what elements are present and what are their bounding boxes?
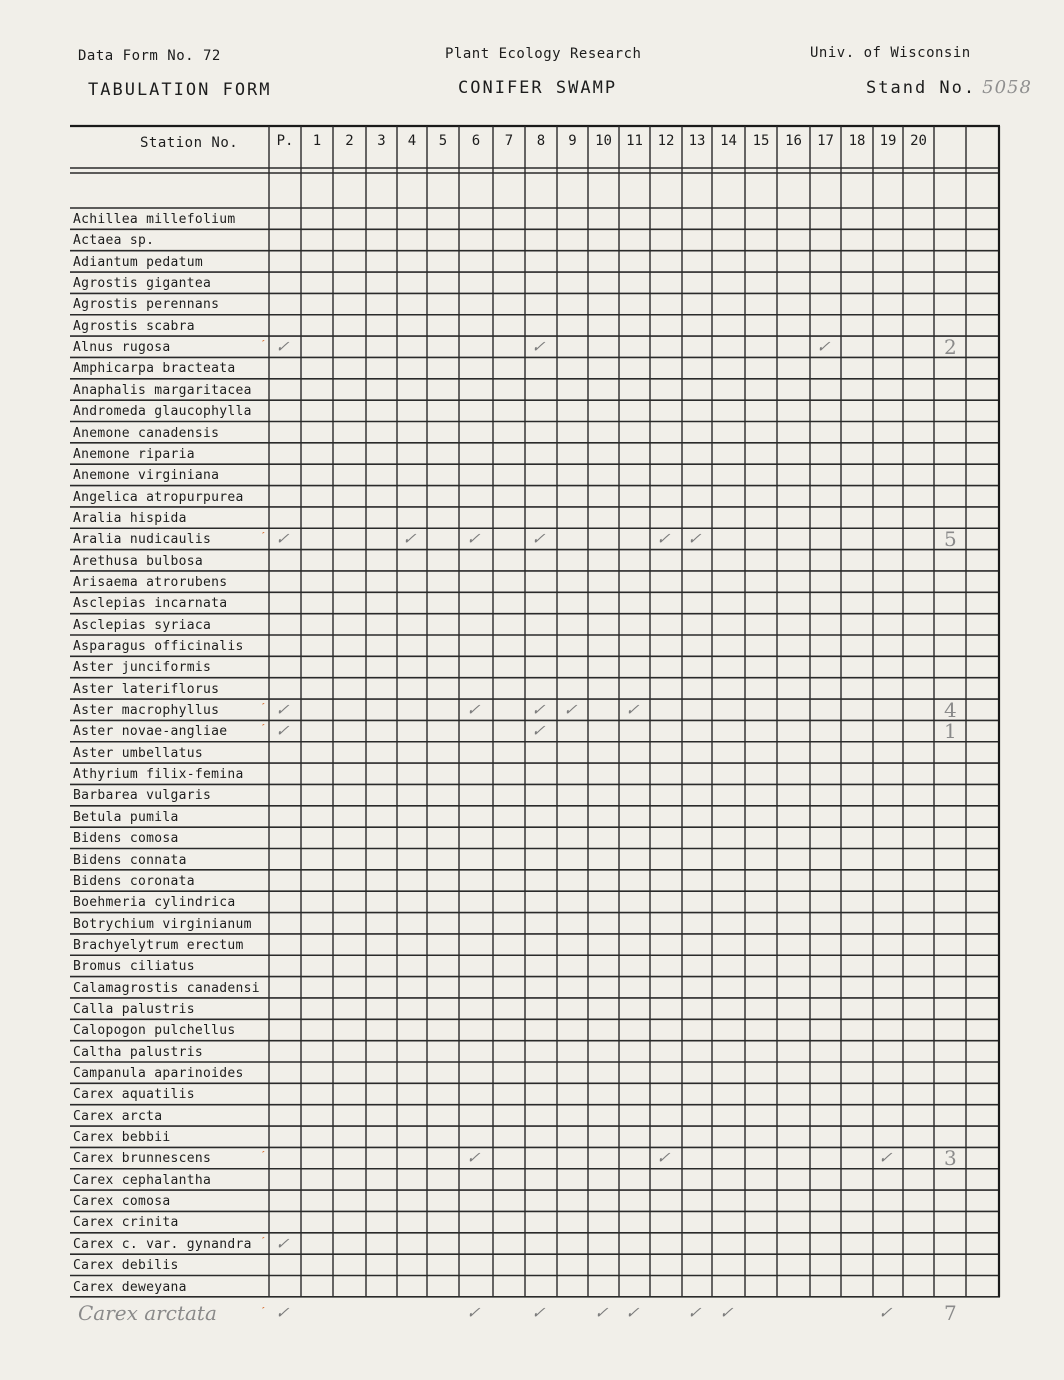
species-label: Barbarea vulgaris <box>73 788 212 804</box>
column-header: 17 <box>817 133 834 149</box>
species-label: Agrostis perennans <box>73 297 220 313</box>
orange-tick-mark: ˊ <box>260 722 267 736</box>
column-header: 5 <box>438 133 448 149</box>
check-mark: ✓ <box>273 1302 294 1322</box>
column-header: 19 <box>879 133 897 149</box>
column-header: 9 <box>568 133 577 149</box>
check-mark: ✓ <box>273 1233 294 1253</box>
station-no-label: Station No. <box>140 135 239 151</box>
column-header: 14 <box>720 133 737 149</box>
handwritten-species: Carex arctata <box>78 1300 217 1325</box>
species-label: Carex arcta <box>73 1108 163 1124</box>
row-total: 2 <box>944 335 957 360</box>
column-header: 6 <box>471 133 481 149</box>
row-total: 1 <box>944 719 957 744</box>
column-header: 3 <box>377 133 386 149</box>
row-total: 7 <box>944 1300 957 1325</box>
species-label: Brachyelytrum erectum <box>73 937 244 953</box>
species-label: Andromeda glaucophylla <box>73 404 252 420</box>
column-header: 12 <box>657 133 675 149</box>
species-label: Achillea millefolium <box>73 212 236 227</box>
species-label: Asclepias incarnata <box>73 596 228 612</box>
species-label: Botrychium virginianum <box>73 916 252 932</box>
check-mark: ✓ <box>561 700 582 720</box>
species-label: Betula pumila <box>73 809 179 825</box>
species-label: Calamagrostis canadensi <box>73 980 260 996</box>
check-mark: ✓ <box>654 529 675 549</box>
species-label: Carex crinita <box>73 1215 179 1231</box>
species-label: Anemone riparia <box>73 446 195 462</box>
species-label: Amphicarpa bracteata <box>73 361 236 377</box>
check-mark: ✓ <box>654 1148 675 1168</box>
check-mark: ✓ <box>529 337 550 357</box>
orange-tick-mark: ˊ <box>260 530 267 544</box>
column-header: 8 <box>536 133 546 149</box>
species-label: Calla palustris <box>73 1001 195 1017</box>
column-header: 20 <box>910 133 927 149</box>
check-mark: ✓ <box>464 700 485 720</box>
check-mark: ✓ <box>876 1302 897 1322</box>
species-label: Arethusa bulbosa <box>73 553 204 569</box>
column-header: 7 <box>504 133 514 149</box>
species-label: Aster umbellatus <box>73 745 204 761</box>
species-label: Asclepias syriaca <box>73 617 212 633</box>
check-mark: ✓ <box>623 1302 644 1322</box>
check-mark: ✓ <box>592 1302 613 1322</box>
species-label: Carex deweyana <box>73 1279 187 1295</box>
check-mark: ✓ <box>814 337 835 357</box>
species-label: Boehmeria cylindrica <box>73 895 236 911</box>
column-header: 1 <box>312 133 322 149</box>
species-label: Aralia nudicaulis <box>73 532 212 548</box>
column-header: 13 <box>688 133 706 149</box>
species-label: Athyrium filix-femina <box>73 767 244 783</box>
species-label: Carex cephalantha <box>73 1172 212 1188</box>
university: Univ. of Wisconsin <box>810 45 971 61</box>
check-mark: ✓ <box>529 529 550 549</box>
species-label: Carex debilis <box>73 1258 179 1274</box>
community-type: CONIFER SWAMP <box>458 78 618 98</box>
check-mark: ✓ <box>273 529 294 549</box>
check-mark: ✓ <box>464 1302 485 1322</box>
species-label: Anemone canadensis <box>73 425 220 441</box>
check-mark: ✓ <box>685 1302 706 1322</box>
species-label: Carex comosa <box>73 1194 171 1210</box>
column-header: 16 <box>785 133 802 149</box>
check-mark: ✓ <box>529 1302 550 1322</box>
species-label: Anemone virginiana <box>73 468 220 484</box>
species-label: Alnus rugosa <box>73 340 171 356</box>
column-header: P. <box>276 133 294 149</box>
orange-tick-mark: ˊ <box>260 1304 267 1318</box>
check-mark: ✓ <box>876 1148 897 1168</box>
orange-tick-mark: ˊ <box>260 338 267 352</box>
species-label: Aster junciformis <box>73 660 212 676</box>
species-label: Caltha palustris <box>73 1044 204 1060</box>
column-header: 2 <box>345 133 354 149</box>
species-label: Aralia hispida <box>73 510 187 526</box>
species-label: Agrostis gigantea <box>73 276 212 292</box>
column-header: 10 <box>595 133 612 149</box>
check-mark: ✓ <box>685 529 706 549</box>
check-mark: ✓ <box>464 529 485 549</box>
species-label: Aster macrophyllus <box>73 703 220 719</box>
check-mark: ✓ <box>273 337 294 357</box>
species-label: Calopogon pulchellus <box>73 1023 236 1039</box>
check-mark: ✓ <box>464 1148 485 1168</box>
species-label: Carex bebbii <box>73 1130 171 1146</box>
form-number: Data Form No. 72 <box>78 48 221 64</box>
species-label: Bidens comosa <box>73 831 179 847</box>
species-label: Aster novae-angliae <box>73 724 228 740</box>
species-label: Agrostis scabra <box>73 318 195 334</box>
check-mark: ✓ <box>623 700 644 720</box>
check-mark: ✓ <box>529 721 550 741</box>
species-label: Bidens connata <box>73 852 187 868</box>
orange-tick-mark: ˊ <box>260 1234 267 1248</box>
species-label: Angelica atropurpurea <box>73 489 244 505</box>
species-label: Asparagus officinalis <box>73 639 244 654</box>
check-mark: ✓ <box>529 700 550 720</box>
species-label: Anaphalis margaritacea <box>73 382 252 398</box>
check-mark: ✓ <box>400 529 421 549</box>
species-label: Actaea sp. <box>73 233 155 249</box>
species-label: Carex aquatilis <box>73 1087 195 1103</box>
stand-value: 5058 <box>982 77 1032 98</box>
row-total: 5 <box>944 527 957 552</box>
species-label: Carex c. var. gynandra <box>73 1236 252 1252</box>
column-header: 15 <box>752 133 770 149</box>
check-mark: ✓ <box>717 1302 738 1322</box>
species-label: Bidens coronata <box>73 873 195 889</box>
column-header: 4 <box>407 133 417 149</box>
species-label: Aster lateriflorus <box>73 681 220 697</box>
column-header: 18 <box>848 133 866 149</box>
stand-label: Stand No. <box>866 78 977 98</box>
check-mark: ✓ <box>273 700 294 720</box>
species-label: Arisaema atrorubens <box>73 574 228 590</box>
form-title: TABULATION FORM <box>88 80 272 100</box>
species-label: Adiantum pedatum <box>73 254 204 270</box>
orange-tick-mark: ˊ <box>260 1149 267 1163</box>
species-label: Bromus ciliatus <box>73 959 195 975</box>
column-header: 11 <box>626 133 643 149</box>
organization: Plant Ecology Research <box>445 46 642 62</box>
orange-tick-mark: ˊ <box>260 701 267 715</box>
species-label: Carex brunnescens <box>73 1151 212 1167</box>
row-total: 4 <box>944 698 957 723</box>
row-total: 3 <box>944 1146 957 1171</box>
species-label: Campanula aparinoides <box>73 1066 244 1081</box>
check-mark: ✓ <box>273 721 294 741</box>
